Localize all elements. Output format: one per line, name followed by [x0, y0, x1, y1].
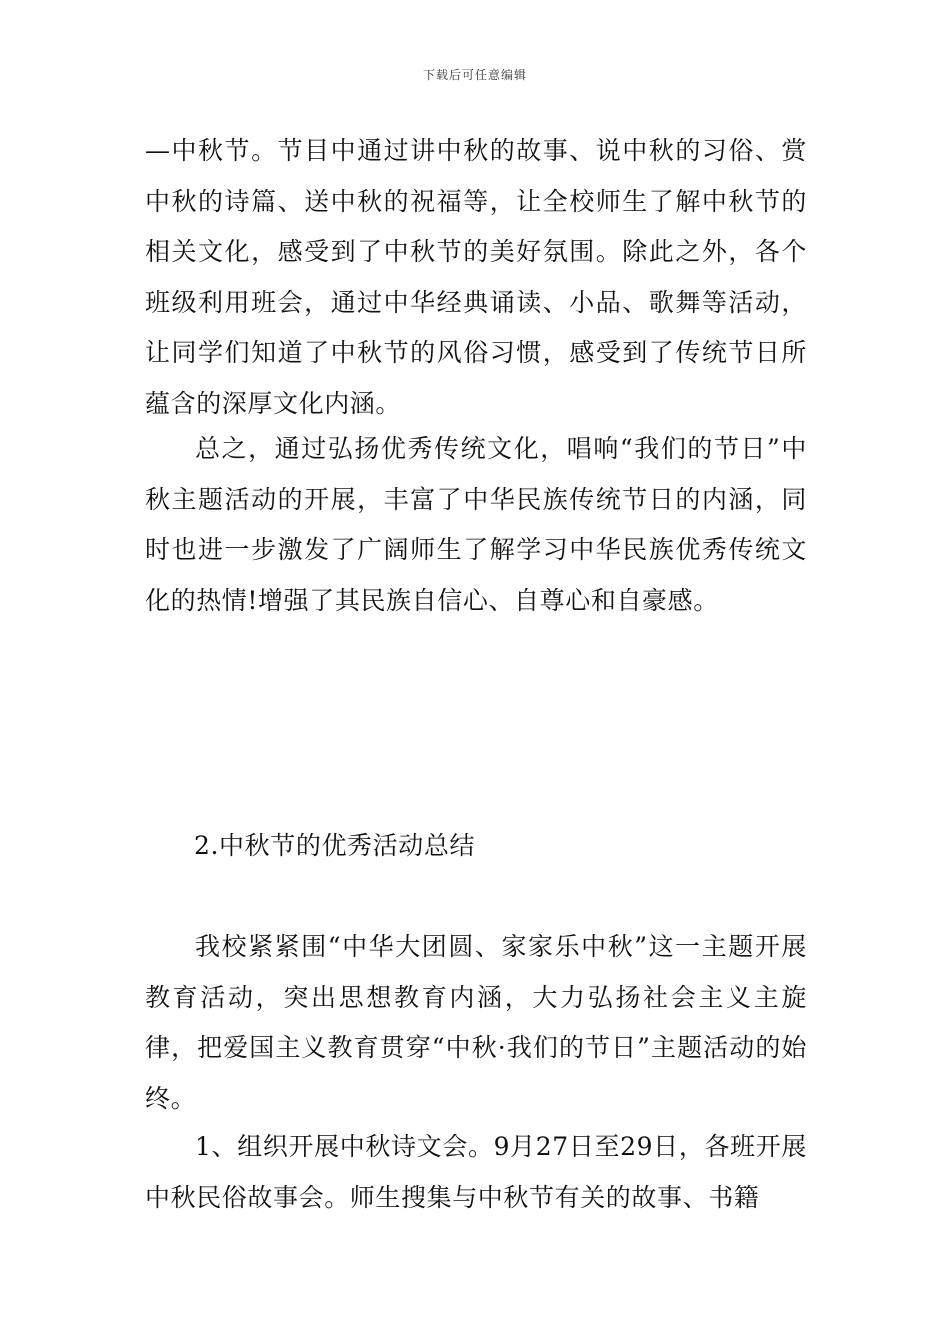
page-header-note: 下载后可任意编辑 [422, 68, 527, 82]
paragraph-intro [145, 922, 807, 1124]
section-heading: 2.中秋节的优秀活动总结 [194, 831, 476, 860]
paragraph-item-1 [145, 1122, 807, 1223]
paragraph-summary [145, 424, 807, 626]
paragraph-text: 总之，通过弘扬优秀传统文化，唱响“我们的节日”中秋主题活动的开展，丰富了中华民族传统节日的内涵，同时也进一步激发了广阔师生了解学习中华民族优秀传统文化的热情!增强了其民族自信心、自尊心和自豪感。 [145, 434, 807, 615]
paragraph-text: —中秋节。节目中通过讲中秋的故事、说中秋的习俗、赏中秋的诗篇、送中秋的祝福等，让全校师生了解中秋节的相关文化，感受到了中秋节的美好氛围。除此之外，各个班级利用班会，通过中华经典诵读、小品、歌舞等活动，让同学们知道了中秋节的风俗习惯，感受到了传统节日所蕴含的深厚文化内涵。 [145, 136, 807, 418]
paragraph-text: 1、组织开展中秋诗文会。9月27日至29日，各班开展中秋民俗故事会。师生搜集与中秋节有关的故事、书籍 [145, 1132, 807, 1212]
paragraph-continued [145, 126, 807, 429]
paragraph-text: 我校紧紧围“中华大团圆、家家乐中秋”这一主题开展教育活动，突出思想教育内涵，大力弘扬社会主义主旋律，把爱国主义教育贯穿“中秋·我们的节日”主题活动的始终。 [145, 932, 807, 1113]
